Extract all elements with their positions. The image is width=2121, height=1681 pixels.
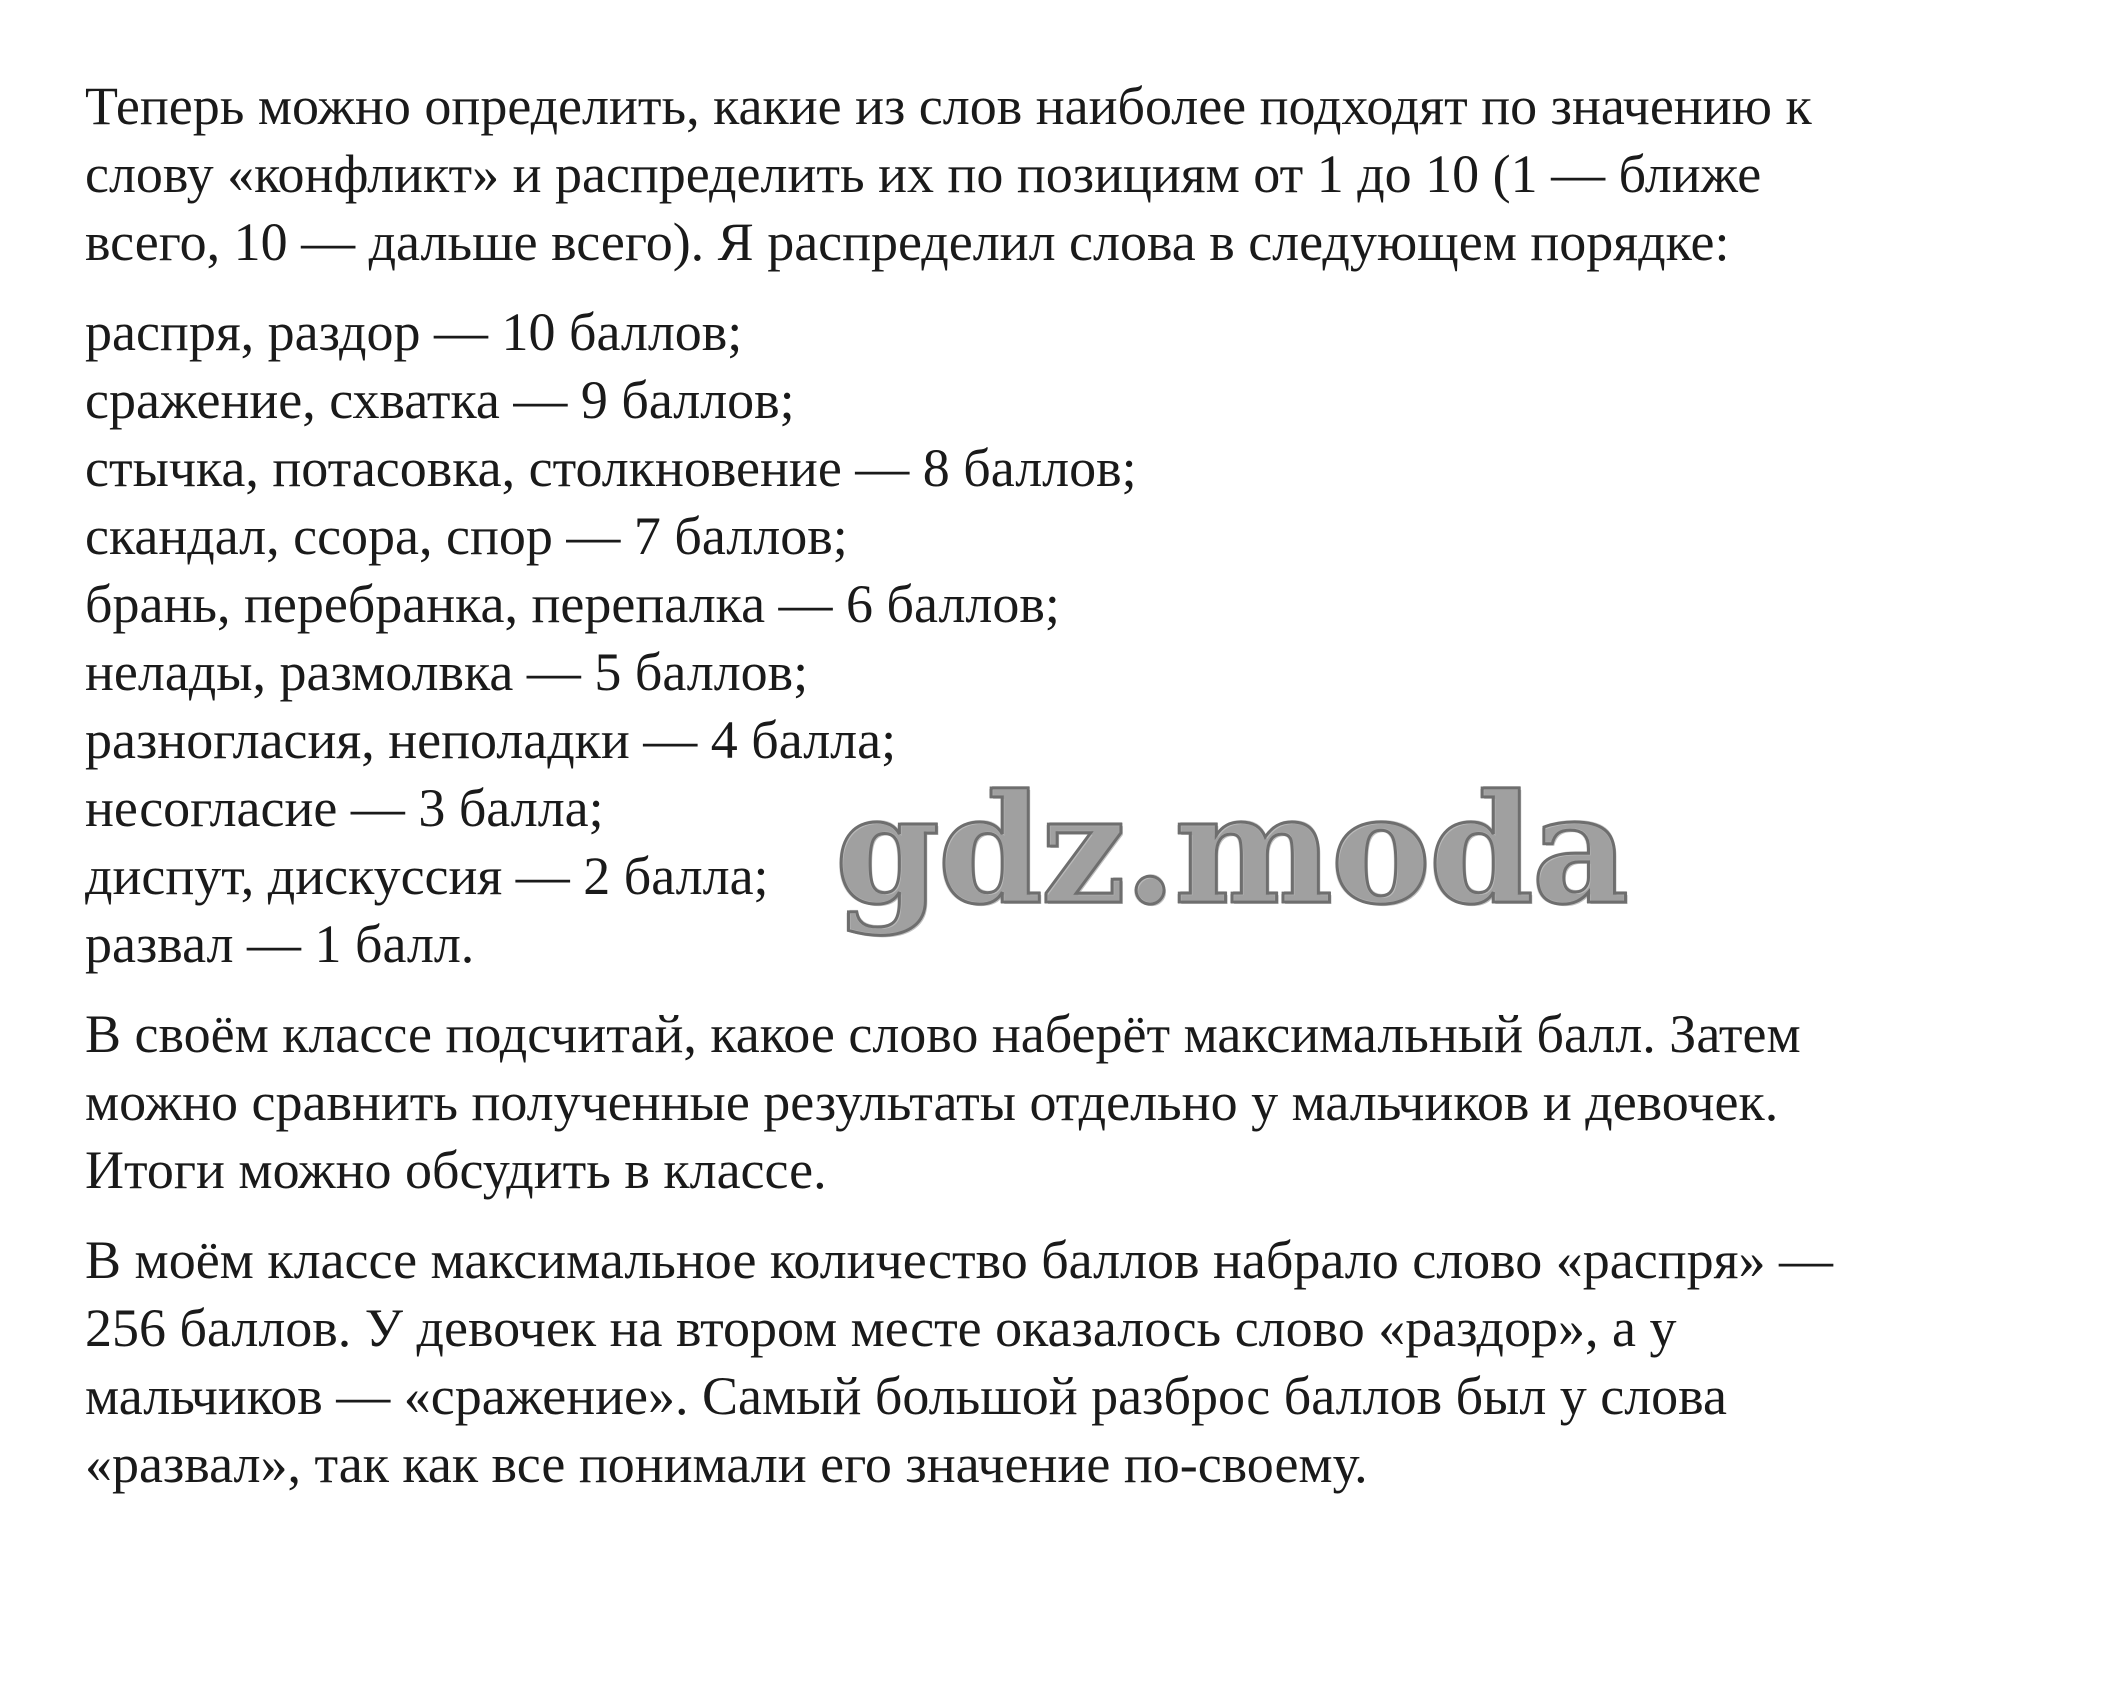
ranking-list bbox=[85, 298, 2045, 978]
text-line: В моём классе максимальное количество баллов набрало слово «распря» — bbox=[85, 1230, 1833, 1290]
text-line: мальчиков — «сражение». Самый большой разброс баллов был у слова bbox=[85, 1366, 1727, 1426]
text-line: 256 баллов. У девочек на втором месте оказалось слово «раздор», а у bbox=[85, 1298, 1677, 1358]
result-paragraph bbox=[85, 1226, 2045, 1498]
ranking-item: скандал, ссора, спор — 7 баллов; bbox=[85, 506, 848, 566]
text-line: Итоги можно обсудить в классе. bbox=[85, 1140, 827, 1200]
ranking-item: сражение, схватка — 9 баллов; bbox=[85, 370, 795, 430]
document-body bbox=[85, 72, 2045, 1498]
text-line: всего, 10 — дальше всего). Я распределил слова в следующем порядке: bbox=[85, 212, 1730, 272]
text-line: В своём классе подсчитай, какое слово наберёт максимальный балл. Затем bbox=[85, 1004, 1801, 1064]
ranking-item: брань, перебранка, перепалка — 6 баллов; bbox=[85, 574, 1060, 634]
intro-paragraph bbox=[85, 72, 2045, 276]
text-line: слову «конфликт» и распределить их по позициям от 1 до 10 (1 — ближе bbox=[85, 144, 1762, 204]
watermark-logo: gdz.moda bbox=[835, 762, 1628, 938]
text-line: Теперь можно определить, какие из слов наиболее подходят по значению к bbox=[85, 76, 1812, 136]
instruction-paragraph bbox=[85, 1000, 2045, 1204]
ranking-item: диспут, дискуссия — 2 балла; bbox=[85, 846, 769, 906]
ranking-item: нелады, размолвка — 5 баллов; bbox=[85, 642, 809, 702]
ranking-item: стычка, потасовка, столкновение — 8 баллов; bbox=[85, 438, 1137, 498]
ranking-item: разногласия, неполадки — 4 балла; bbox=[85, 710, 897, 770]
text-line: «развал», так как все понимали его значение по-своему. bbox=[85, 1434, 1368, 1494]
ranking-item: развал — 1 балл. bbox=[85, 914, 475, 974]
ranking-item: распря, раздор — 10 баллов; bbox=[85, 302, 743, 362]
text-line: можно сравнить полученные результаты отдельно у мальчиков и девочек. bbox=[85, 1072, 1779, 1132]
ranking-item: несогласие — 3 балла; bbox=[85, 778, 604, 838]
